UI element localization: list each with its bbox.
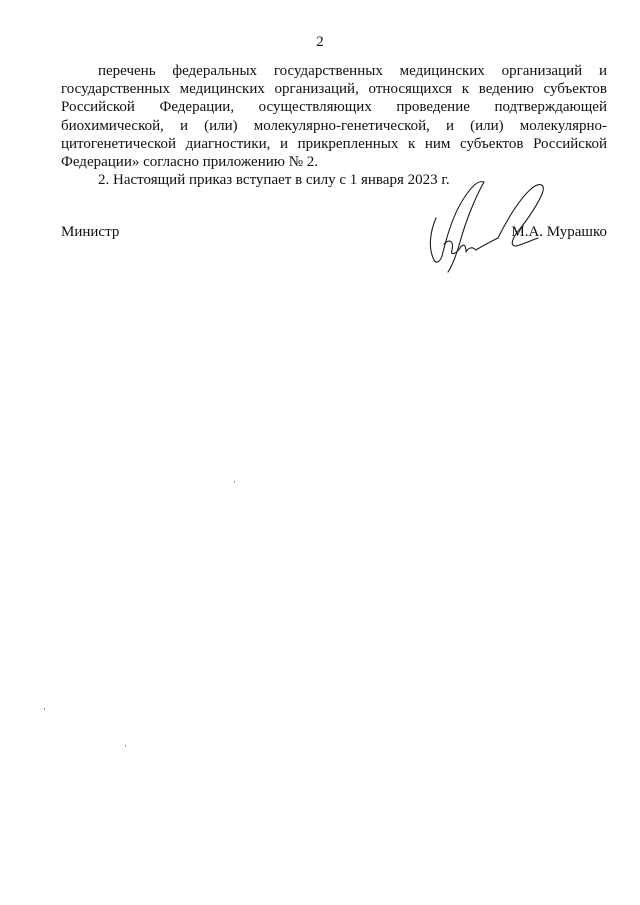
paragraph-continuation: перечень федеральных государственных медицинских организаций и государственных медицинских организаций, относящихся к ведению субъектов Российской Федерации, осуществляющих проведение подтверждающей биохимической, и (или) молекулярно-генетической, и (или) молекулярно-цитогенетической диагностики, и прикрепленных к ним субъектов Российской Федерации» согласно приложению № 2. bbox=[61, 63, 607, 171]
page-number: 2 bbox=[316, 34, 324, 50]
handwritten-signature bbox=[420, 176, 560, 276]
signer-role: Министр bbox=[61, 224, 120, 240]
document-body bbox=[61, 62, 607, 189]
scan-speck bbox=[125, 745, 126, 747]
signer-name: М.А. Мурашко bbox=[511, 224, 607, 240]
scan-speck bbox=[44, 708, 45, 710]
scan-speck bbox=[234, 481, 235, 483]
paragraph-effective-date: 2. Настоящий приказ вступает в силу с 1 января 2023 г. bbox=[98, 172, 450, 189]
